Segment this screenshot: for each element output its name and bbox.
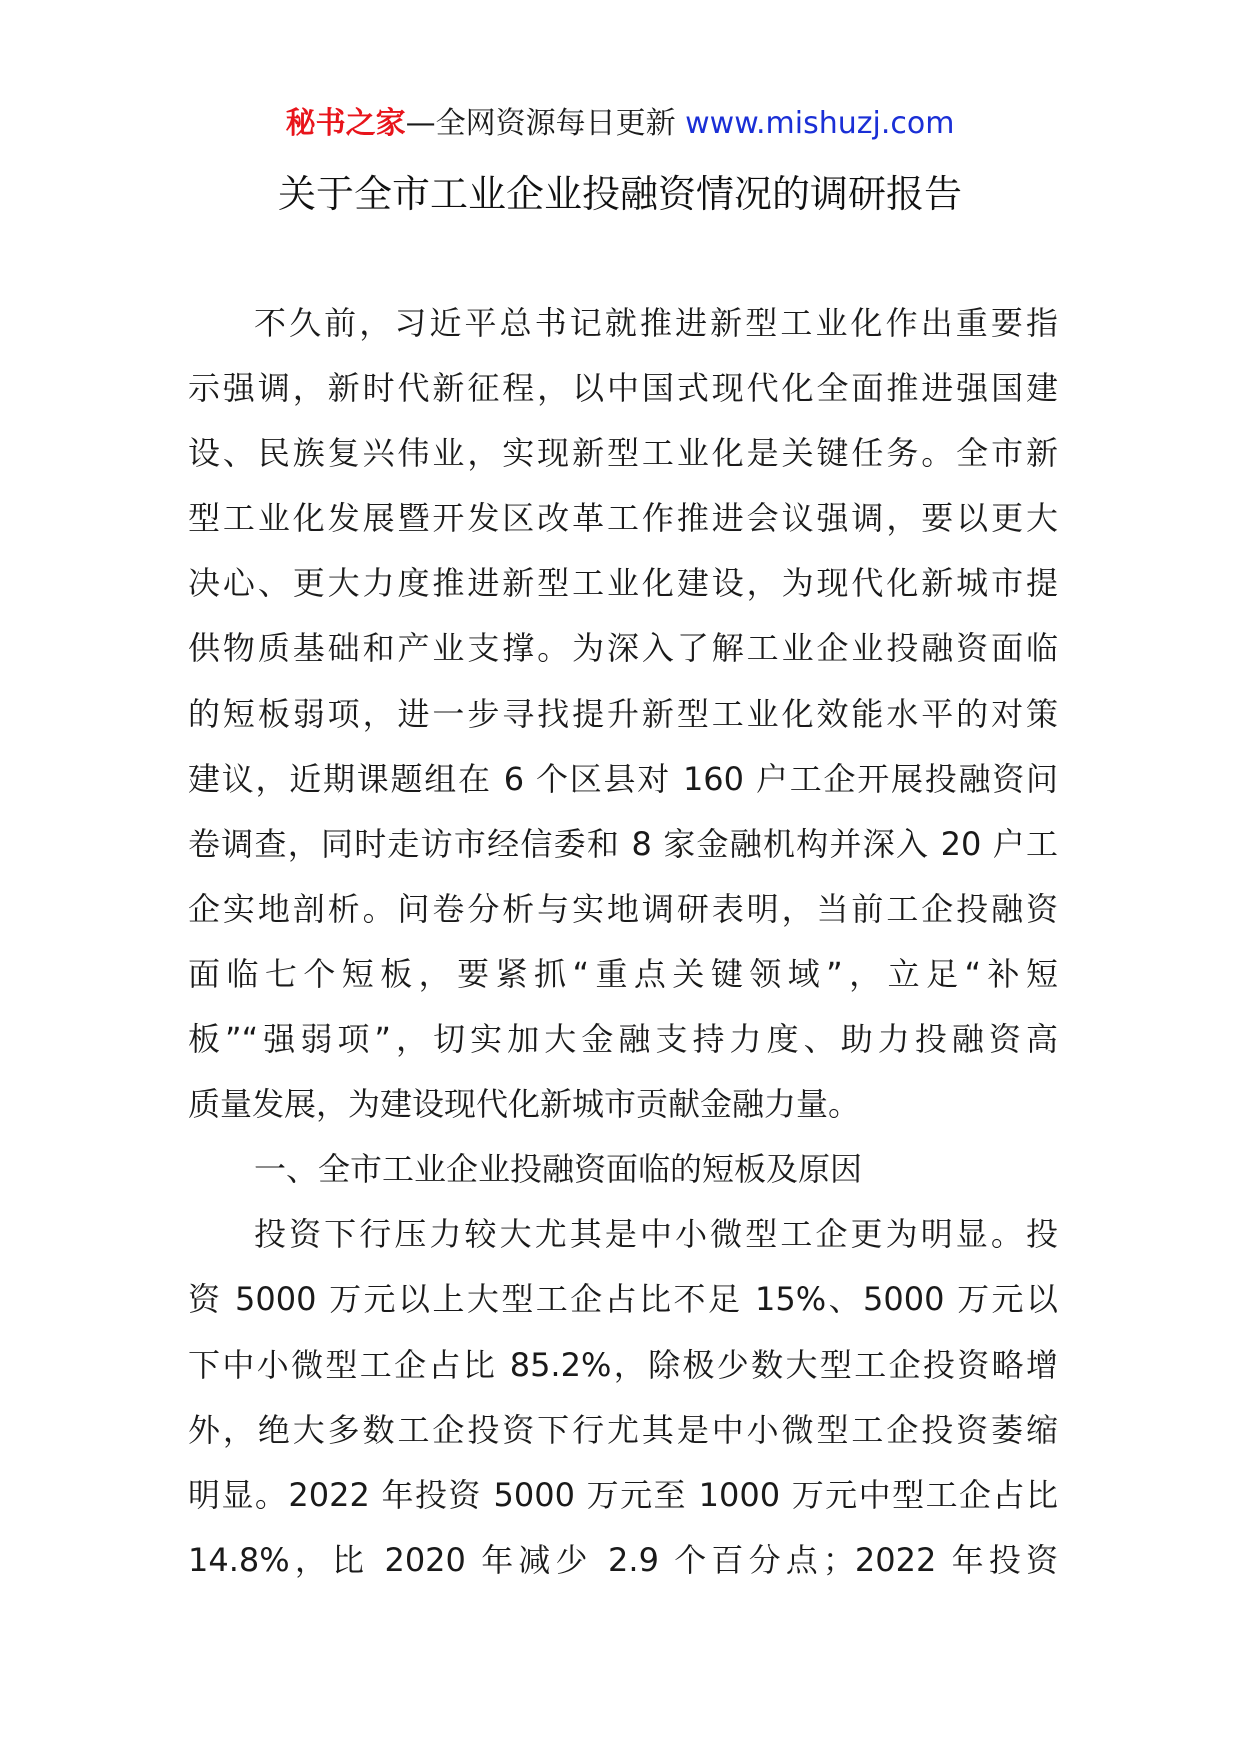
text-line: 的短板弱项，进一步寻找提升新型工业化效能水平的对策 [188,694,1058,733]
document-title: 关于全市工业企业投融资情况的调研报告 [277,172,962,216]
text-line: 建议，近期课题组在 6 个区县对 160 户工企开展投融资问 [188,759,1058,798]
paragraph-investment [188,1202,1058,1593]
text-line: 不久前，习近平总书记就推进新型工业化作出重要指 [254,304,1058,342]
brand-name: 秘书之家 [285,106,406,141]
text-line: 明显。2022 年投资 5000 万元至 1000 万元中型工企占比 [188,1475,1058,1514]
text-line: 板”“强弱项”，切实加大金融支持力度、助力投融资高 [188,1020,1058,1059]
text-line: 投资下行压力较大尤其是中小微型工企更为明显。投 [254,1215,1058,1254]
text-line: 14.8%，比 2020 年减少 2.9 个百分点；2022 年投资 [188,1540,1058,1579]
document-body [188,291,1058,1593]
text-line: 资 5000 万元以上大型工企占比不足 15%、5000 万元以 [188,1280,1058,1319]
text-line: 设、民族复兴伟业，实现新型工业化是关键任务。全市新 [188,434,1058,473]
text-line: 下中小微型工企占比 85.2%，除极少数大型工企投资略增 [188,1345,1058,1384]
text-line: 示强调，新时代新征程，以中国式现代化全面推进强国建 [188,369,1058,408]
text-line: 型工业化发展暨开发区改革工作推进会议强调，要以更大 [188,499,1058,538]
text-line: 企实地剖析。问卷分析与实地调研表明，当前工企投融资 [188,889,1058,928]
text-line: 供物质基础和产业支撑。为深入了解工业企业投融资面临 [188,629,1058,668]
site-header [0,102,1240,146]
text-line: 质量发展，为建设现代化新城市贡献金融力量。 [188,1085,861,1124]
paragraph-intro [188,291,1058,1137]
site-slogan: —全网资源每日更新 [405,106,686,141]
text-line: 卷调查，同时走访市经信委和 8 家金融机构并深入 20 户工 [188,824,1058,863]
text-line: 决心、更大力度推进新型工业化建设，为现代化新城市提 [188,564,1058,603]
site-url[interactable]: www.mishuzj.com [685,106,955,141]
text-line: 面临七个短板，要紧抓“重点关键领域”，立足“补短 [188,954,1058,993]
section-heading: 一、全市工业企业投融资面临的短板及原因 [254,1150,863,1189]
text-line: 外，绝大多数工企投资下行尤其是中小微型工企投资萎缩 [188,1410,1058,1449]
